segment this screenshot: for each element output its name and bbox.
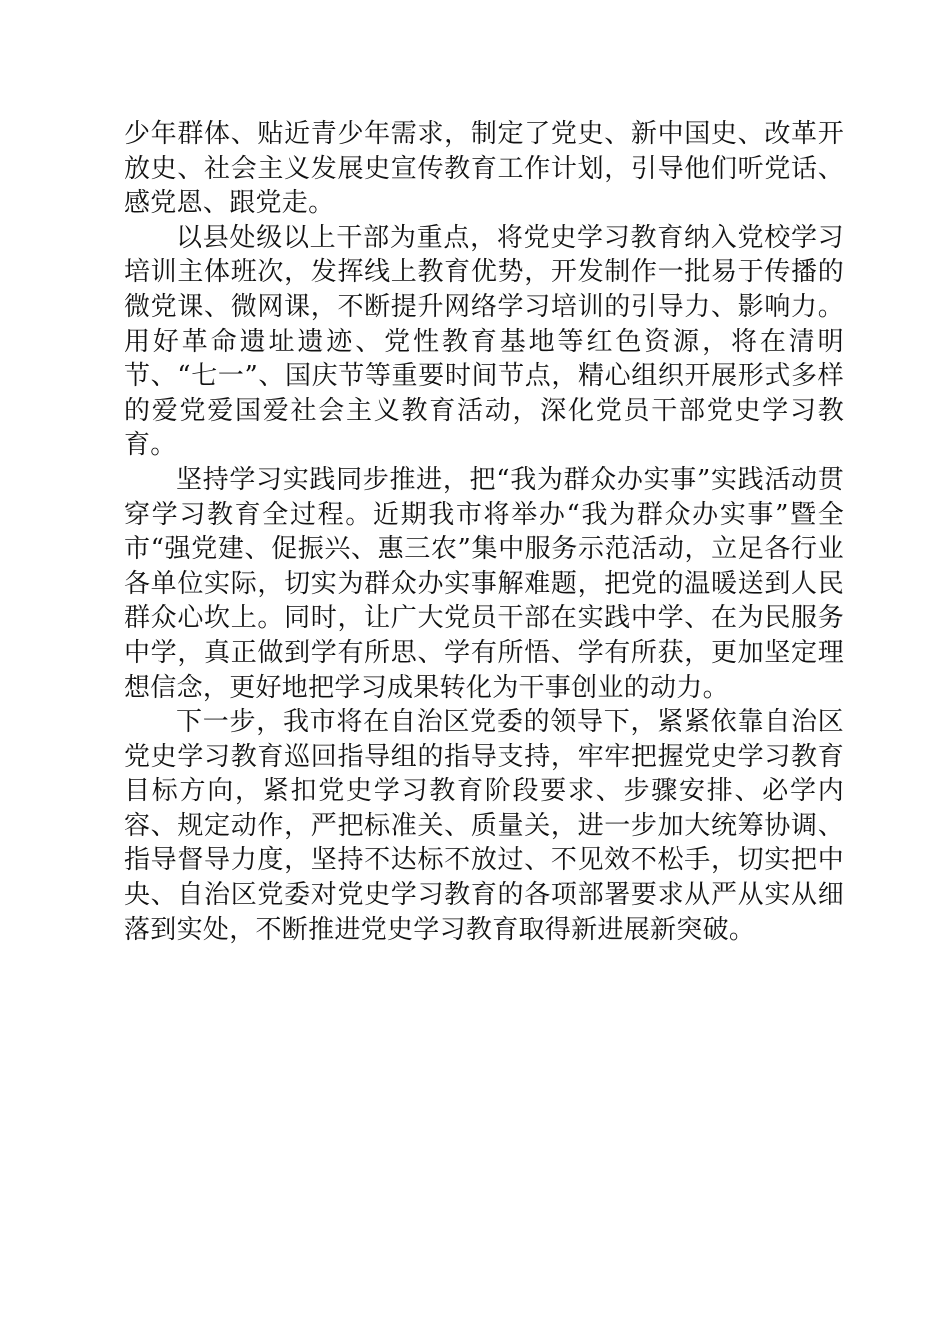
document-body [124,117,844,947]
paragraph-2: 以县处级以上干部为重点，将党史学习教育纳入党校学习培训主体班次，发挥线上教育优势，开发制作一批易于传播的微党课、微网课，不断提升网络学习培训的引导力、影响力。用好革命遗址遗迹、党性教育基地等红色资源，将在清明节、“七一”、国庆节等重要时间节点，精心组织开展形式多样的爱党爱国爱社会主义教育活动，深化党员干部党史学习教育。 [124,222,844,461]
paragraph-1: 少年群体、贴近青少年需求，制定了党史、新中国史、改革开放史、社会主义发展史宣传教育工作计划，引导他们听党话、感党恩、跟党走。 [124,119,844,219]
paragraph-3: 坚持学习实践同步推进，把“我为群众办实事”实践活动贯穿学习教育全过程。近期我市将举办“我为群众办实事”暨全市“强党建、促振兴、惠三农”集中服务示范活动，立足各行业各单位实际，切实为群众办实事解难题，把党的温暖送到人民群众心坎上。同时，让广大党员干部在实践中学、在为民服务中学，真正做到学有所思、学有所悟、学有所获，更加坚定理想信念，更好地把学习成果转化为干事创业的动力。 [124,464,844,703]
paragraph-4: 下一步，我市将在自治区党委的领导下，紧紧依靠自治区党史学习教育巡回指导组的指导支持，牢牢把握党史学习教育目标方向，紧扣党史学习教育阶段要求、步骤安排、必学内容、规定动作，严把标准关、质量关，进一步加大统筹协调、指导督导力度，坚持不达标不放过、不见效不松手，切实把中央、自治区党委对党史学习教育的各项部署要求从严从实从细落到实处，不断推进党史学习教育取得新进展新突破。 [124,707,844,945]
